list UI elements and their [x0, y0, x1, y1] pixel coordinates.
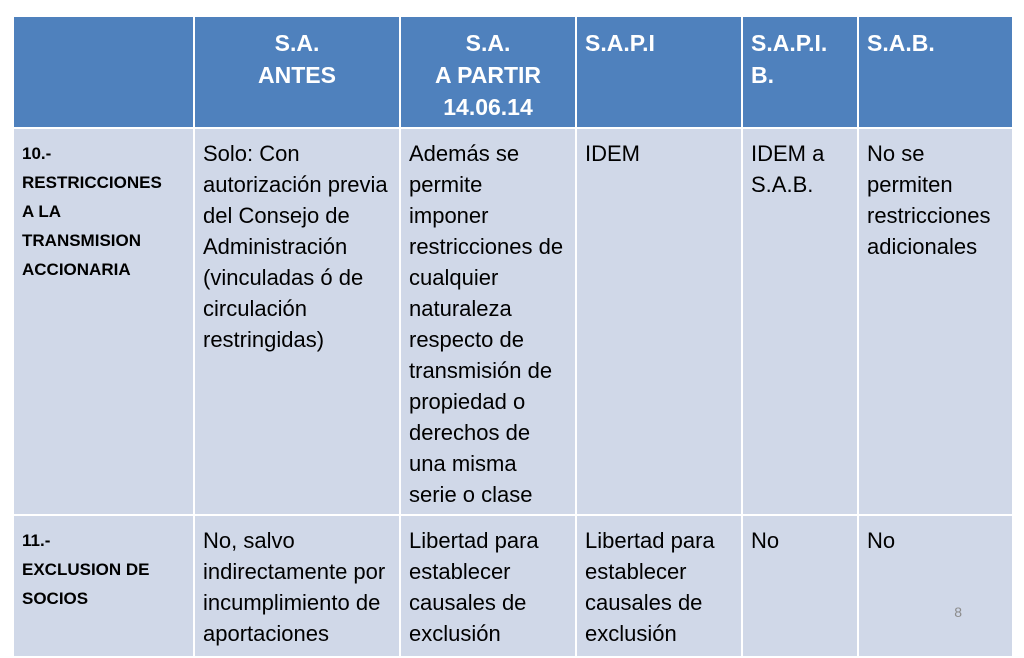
table-cell: Solo: Con autorización previa del Consejo de Administración (vinculadas ó de circulación restringidas): [194, 128, 400, 515]
table-row: [13, 128, 1013, 515]
table-cell: No se permiten restricciones adicionales: [858, 128, 1013, 515]
table-cell: Además se permite imponer restricciones de cualquier naturaleza respecto de transmisión de propiedad o derechos de una misma serie o clase: [400, 128, 576, 515]
table-cell: IDEM: [576, 128, 742, 515]
header-cell-sapi: S.A.P.I: [576, 16, 742, 128]
table-cell: No: [858, 515, 1013, 657]
table-cell: No: [742, 515, 858, 657]
header-cell-sapib: S.A.P.I. B.: [742, 16, 858, 128]
comparison-table: [12, 15, 1014, 658]
header-cell-empty: [13, 16, 194, 128]
table-row: [13, 515, 1013, 657]
header-row: [13, 16, 1013, 128]
row-label: 10.- RESTRICCIONES A LA TRANSMISION ACCIONARIA: [13, 128, 194, 515]
table-cell: Libertad para establecer causales de exclusión: [400, 515, 576, 657]
header-cell-sa-antes: S.A. ANTES: [194, 16, 400, 128]
table-cell: Libertad para establecer causales de exclusión: [576, 515, 742, 657]
header-cell-sa-a-partir: S.A. A PARTIR 14.06.14: [400, 16, 576, 128]
header-cell-sab: S.A.B.: [858, 16, 1013, 128]
row-label: 11.- EXCLUSION DE SOCIOS: [13, 515, 194, 657]
table-cell: No, salvo indirectamente por incumplimiento de aportaciones: [194, 515, 400, 657]
page-number: 8: [954, 604, 962, 620]
table-cell: IDEM a S.A.B.: [742, 128, 858, 515]
